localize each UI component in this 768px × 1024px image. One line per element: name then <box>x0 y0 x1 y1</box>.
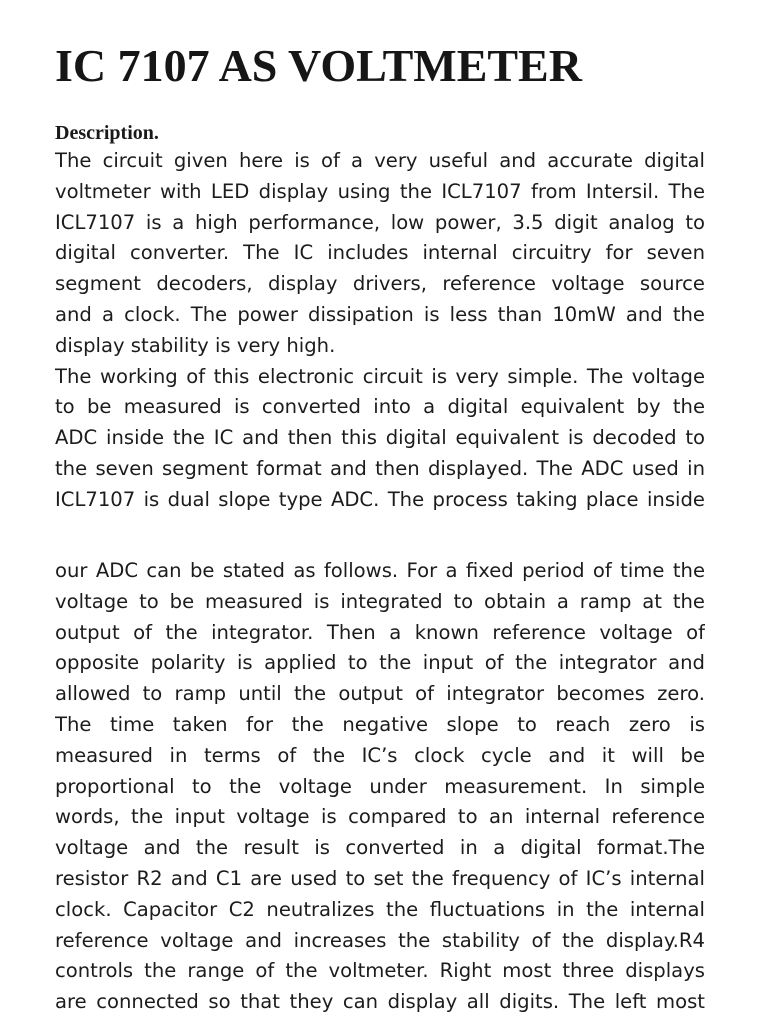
text-line: The working of this electronic circuit is very simple. The voltage <box>55 364 705 388</box>
section-heading: Description. <box>55 122 159 144</box>
text-line: our ADC can be stated as follows. For a fixed period of time the <box>55 559 705 582</box>
text-line: voltage and the result is converted in a digital format.The <box>55 836 705 860</box>
text-line: opposite polarity is applied to the input of the integrator and <box>55 651 705 675</box>
paragraph-block-2 <box>55 556 705 1018</box>
text-line: are connected so that they can display all digits. The left most <box>55 990 705 1014</box>
text-line: allowed to ramp until the output of integrator becomes zero. <box>55 682 705 706</box>
text-line: controls the range of the voltmeter. Right most three displays <box>55 959 705 983</box>
text-line: to be measured is converted into a digital equivalent by the <box>55 395 705 419</box>
text-line: words, the input voltage is compared to an internal reference <box>55 805 705 829</box>
text-line: segment decoders, display drivers, reference voltage source <box>55 272 705 296</box>
text-line: voltmeter with LED display using the ICL7107 from Intersil. The <box>55 179 705 203</box>
text-line: digital converter. The IC includes internal circuitry for seven <box>55 241 705 265</box>
text-line: clock. Capacitor C2 neutralizes the fluctuations in the internal <box>55 897 705 921</box>
text-line: reference voltage and increases the stability of the display.R4 <box>55 928 705 952</box>
text-line: ICL7107 is dual slope type ADC. The process taking place inside <box>55 487 705 511</box>
text-line: the seven segment format and then displayed. The ADC used in <box>55 456 705 480</box>
text-line: display stability is very high. <box>55 333 336 357</box>
page-title: IC 7107 AS VOLTMETER <box>55 40 582 91</box>
text-line: ADC inside the IC and then this digital equivalent is decoded to <box>55 426 705 450</box>
text-line: resistor R2 and C1 are used to set the frequency of IC’s internal <box>55 866 705 890</box>
text-line: voltage to be measured is integrated to obtain a ramp at the <box>55 589 705 613</box>
text-line: output of the integrator. Then a known reference voltage of <box>55 620 705 644</box>
text-line: and a clock. The power dissipation is less than 10mW and the <box>55 302 705 326</box>
text-line: The circuit given here is of a very useful and accurate digital <box>55 149 705 172</box>
text-line: proportional to the voltage under measurement. In simple <box>55 774 705 798</box>
text-line: ICL7107 is a high performance, low power, 3.5 digit analog to <box>55 210 705 234</box>
text-line: The time taken for the negative slope to reach zero is <box>55 712 705 736</box>
text-line: measured in terms of the IC’s clock cycle and it will be <box>55 743 705 767</box>
paragraph-block-1 <box>55 146 705 516</box>
